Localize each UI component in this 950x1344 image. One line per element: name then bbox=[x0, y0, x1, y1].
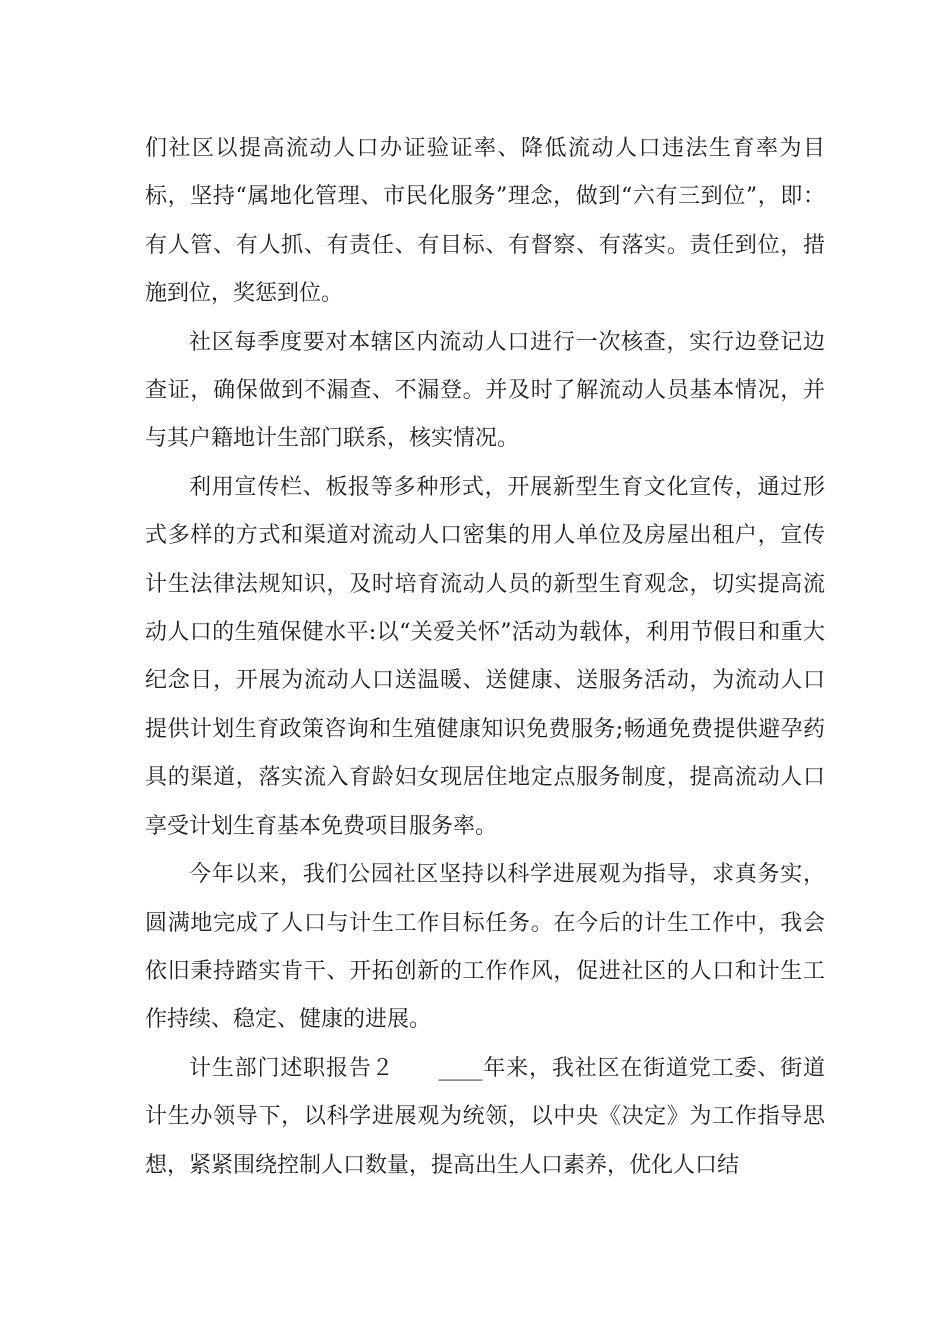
document-page bbox=[145, 125, 825, 1190]
paragraph-2: 社区每季度要对本辖区内流动人口进行一次核查，实行边登记边查证，确保做到不漏查、不漏登。并及时了解流动人员基本情况，并与其户籍地计生部门联系，核实情况。 bbox=[145, 329, 825, 452]
paragraph-3: 利用宣传栏、板报等多种形式，开展新型生育文化宣传，通过形式多样的方式和渠道对流动人口密集的用人单位及房屋出租户，宣传计生法律法规知识，及时培育流动人员的新型生育观念，切实提高流动人口的生殖保健水平:以“关爱关怀”活动为载体，利用节假日和重大纪念日，开展为流动人口送温暖、送健康、送服务活动，为流动人口提供计划生育政策咨询和生殖健康知识免费服务;畅通免费提供避孕药具的渠道，落实流入育龄妇女现居住地定点服务制度，提高流动人口享受计划生育基本免费项目服务率。 bbox=[145, 474, 825, 839]
section-text: ____年来，我社区在街道党工委、街道计生办领导下，以科学进展观为统领，以中央《决定》为工作指导思想，紧紧围绕控制人口数量，提高出生人口素养，优化人口结 bbox=[145, 1055, 825, 1178]
paragraph-1: 们社区以提高流动人口办证验证率、降低流动人口违法生育率为目标，坚持“属地化管理、市民化服务”理念，做到“六有三到位”，即：有人管、有人抓、有责任、有目标、有督察、有落实。责任到位，措施到位，奖惩到位。 bbox=[145, 136, 825, 307]
section-heading: 计生部门述职报告２ bbox=[189, 1055, 395, 1081]
paragraph-4: 今年以来，我们公园社区坚持以科学进展观为指导，求真务实，圆满地完成了人口与计生工作目标任务。在今后的计生工作中，我会依旧秉持踏实肯干、开拓创新的工作作风，促进社区的人口和计生工作持续、稳定、健康的进展。 bbox=[145, 862, 825, 1033]
section-paragraph bbox=[145, 1045, 825, 1190]
